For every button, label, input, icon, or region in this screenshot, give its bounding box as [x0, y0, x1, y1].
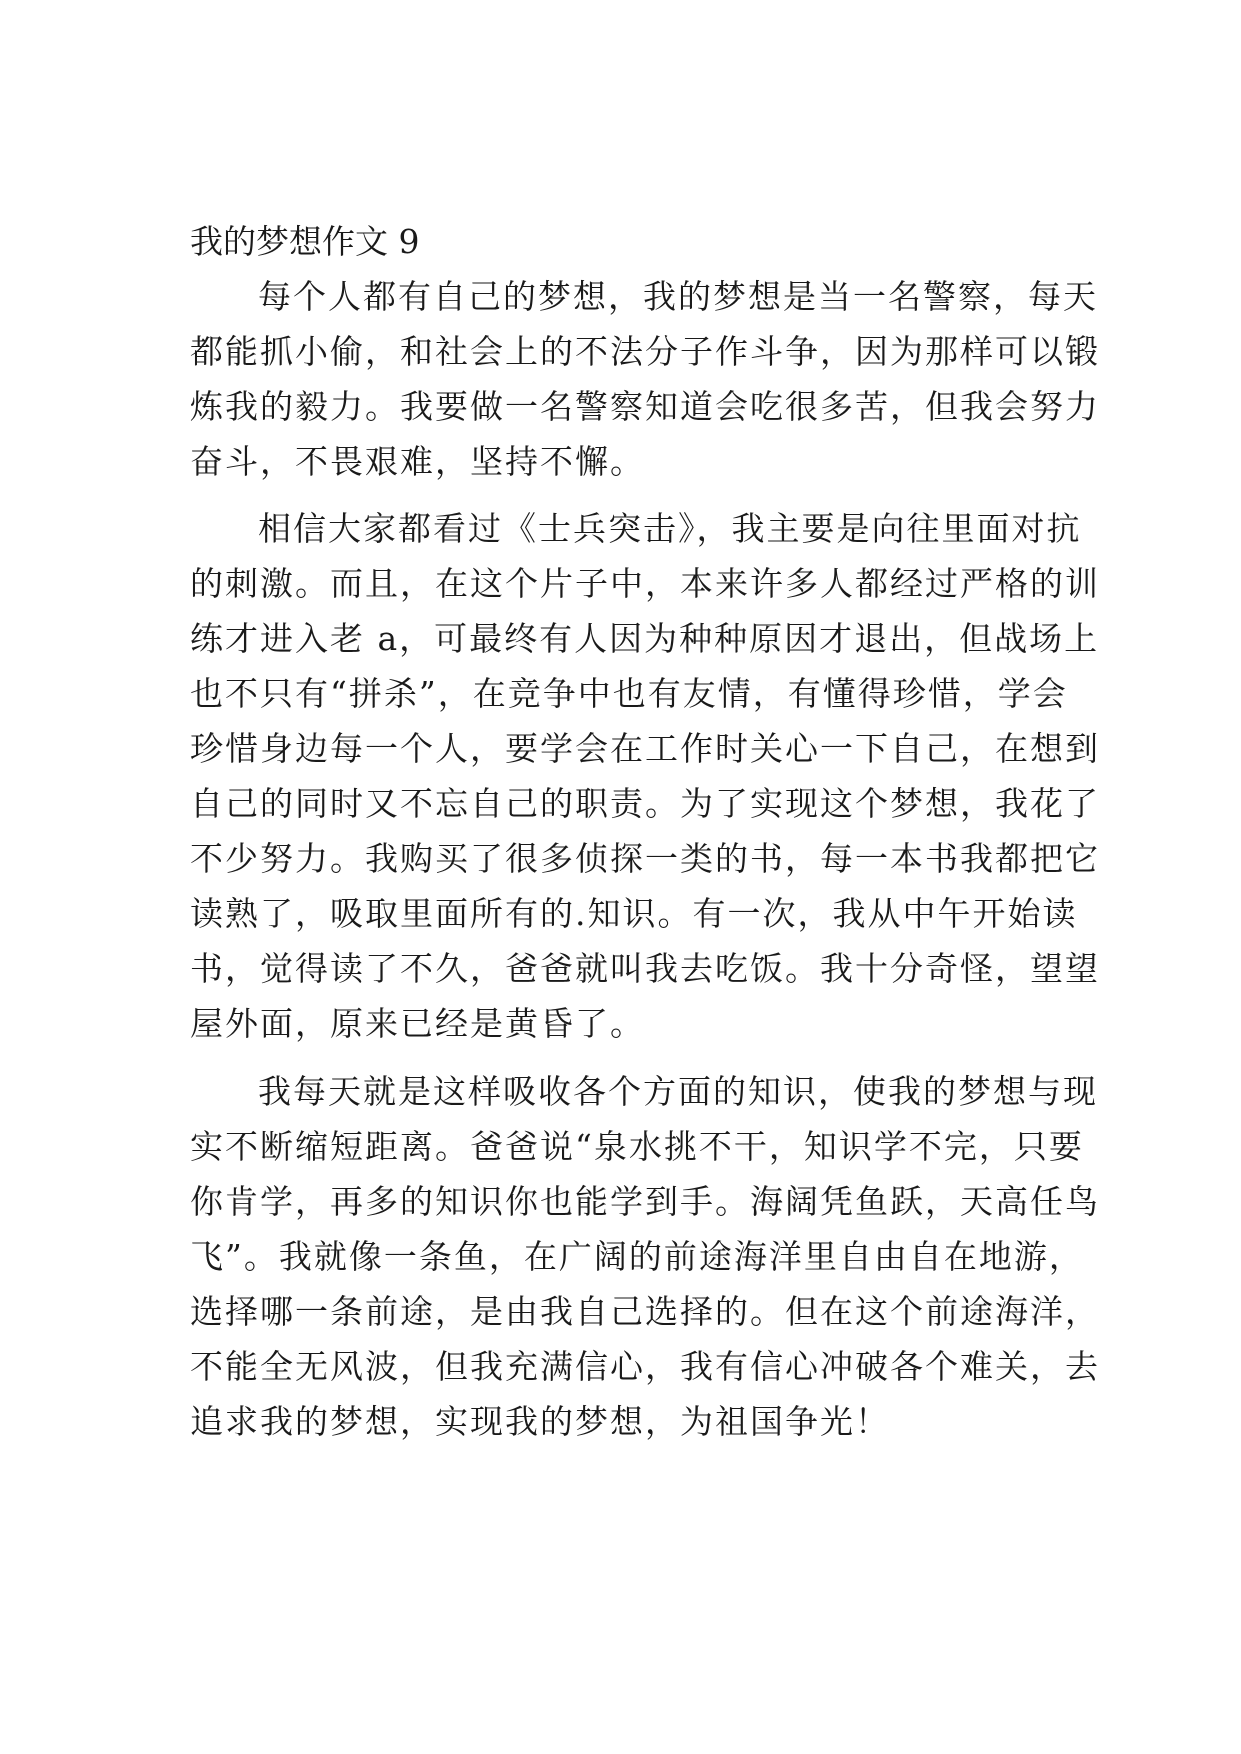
paragraph-2-line-4: 也不只有“拼杀”，在竞争中也有友情，有懂得珍惜，学会	[190, 674, 1068, 713]
paragraph-2-line-9: 书，觉得读了不久，爸爸就叫我去吃饭。我十分奇怪，望望	[190, 949, 1100, 988]
paragraph-3-line-4: 飞”。我就像一条鱼，在广阔的前途海洋里自由自在地游，	[190, 1237, 1084, 1276]
document-title: 我的梦想作文 9	[190, 222, 420, 261]
paragraph-2-line-5: 珍惜身边每一个人，要学会在工作时关心一下自己，在想到	[190, 729, 1100, 768]
paragraph-2-line-7: 不少努力。我购买了很多侦探一类的书，每一本书我都把它	[190, 839, 1100, 878]
paragraph-2-line-1: 相信大家都看过《士兵突击》，我主要是向往里面对抗	[258, 509, 1082, 548]
paragraph-3-line-3: 你肯学，再多的知识你也能学到手。海阔凭鱼跃，天高任鸟	[190, 1182, 1100, 1221]
paragraph-2-line-3: 练才进入老 a，可最终有人因为种种原因才退出，但战场上	[190, 619, 1100, 658]
paragraph-3-line-2: 实不断缩短距离。爸爸说“泉水挑不干，知识学不完，只要	[190, 1127, 1084, 1166]
paragraph-2-line-10: 屋外面，原来已经是黄昏了。	[190, 1004, 645, 1043]
paragraph-3-line-5: 选择哪一条前途，是由我自己选择的。但在这个前途海洋，	[190, 1292, 1100, 1331]
paragraph-3-line-7: 追求我的梦想，实现我的梦想，为祖国争光！	[190, 1402, 890, 1441]
paragraph-1-line-2: 都能抓小偷，和社会上的不法分子作斗争，因为那样可以锻	[190, 332, 1100, 371]
paragraph-2-line-2: 的刺激。而且，在这个片子中，本来许多人都经过严格的训	[190, 564, 1100, 603]
paragraph-1-line-3: 炼我的毅力。我要做一名警察知道会吃很多苦，但我会努力	[190, 387, 1100, 426]
paragraph-3-line-6: 不能全无风波，但我充满信心，我有信心冲破各个难关，去	[190, 1347, 1100, 1386]
paragraph-1-line-1: 每个人都有自己的梦想，我的梦想是当一名警察，每天	[258, 277, 1098, 316]
paragraph-3-line-1: 我每天就是这样吸收各个方面的知识，使我的梦想与现	[258, 1072, 1098, 1111]
paragraph-2-line-6: 自己的同时又不忘自己的职责。为了实现这个梦想，我花了	[190, 784, 1100, 823]
paragraph-1-line-4: 奋斗，不畏艰难，坚持不懈。	[190, 442, 645, 481]
paragraph-2-line-8: 读熟了，吸取里面所有的.知识。有一次，我从中午开始读	[190, 894, 1078, 933]
